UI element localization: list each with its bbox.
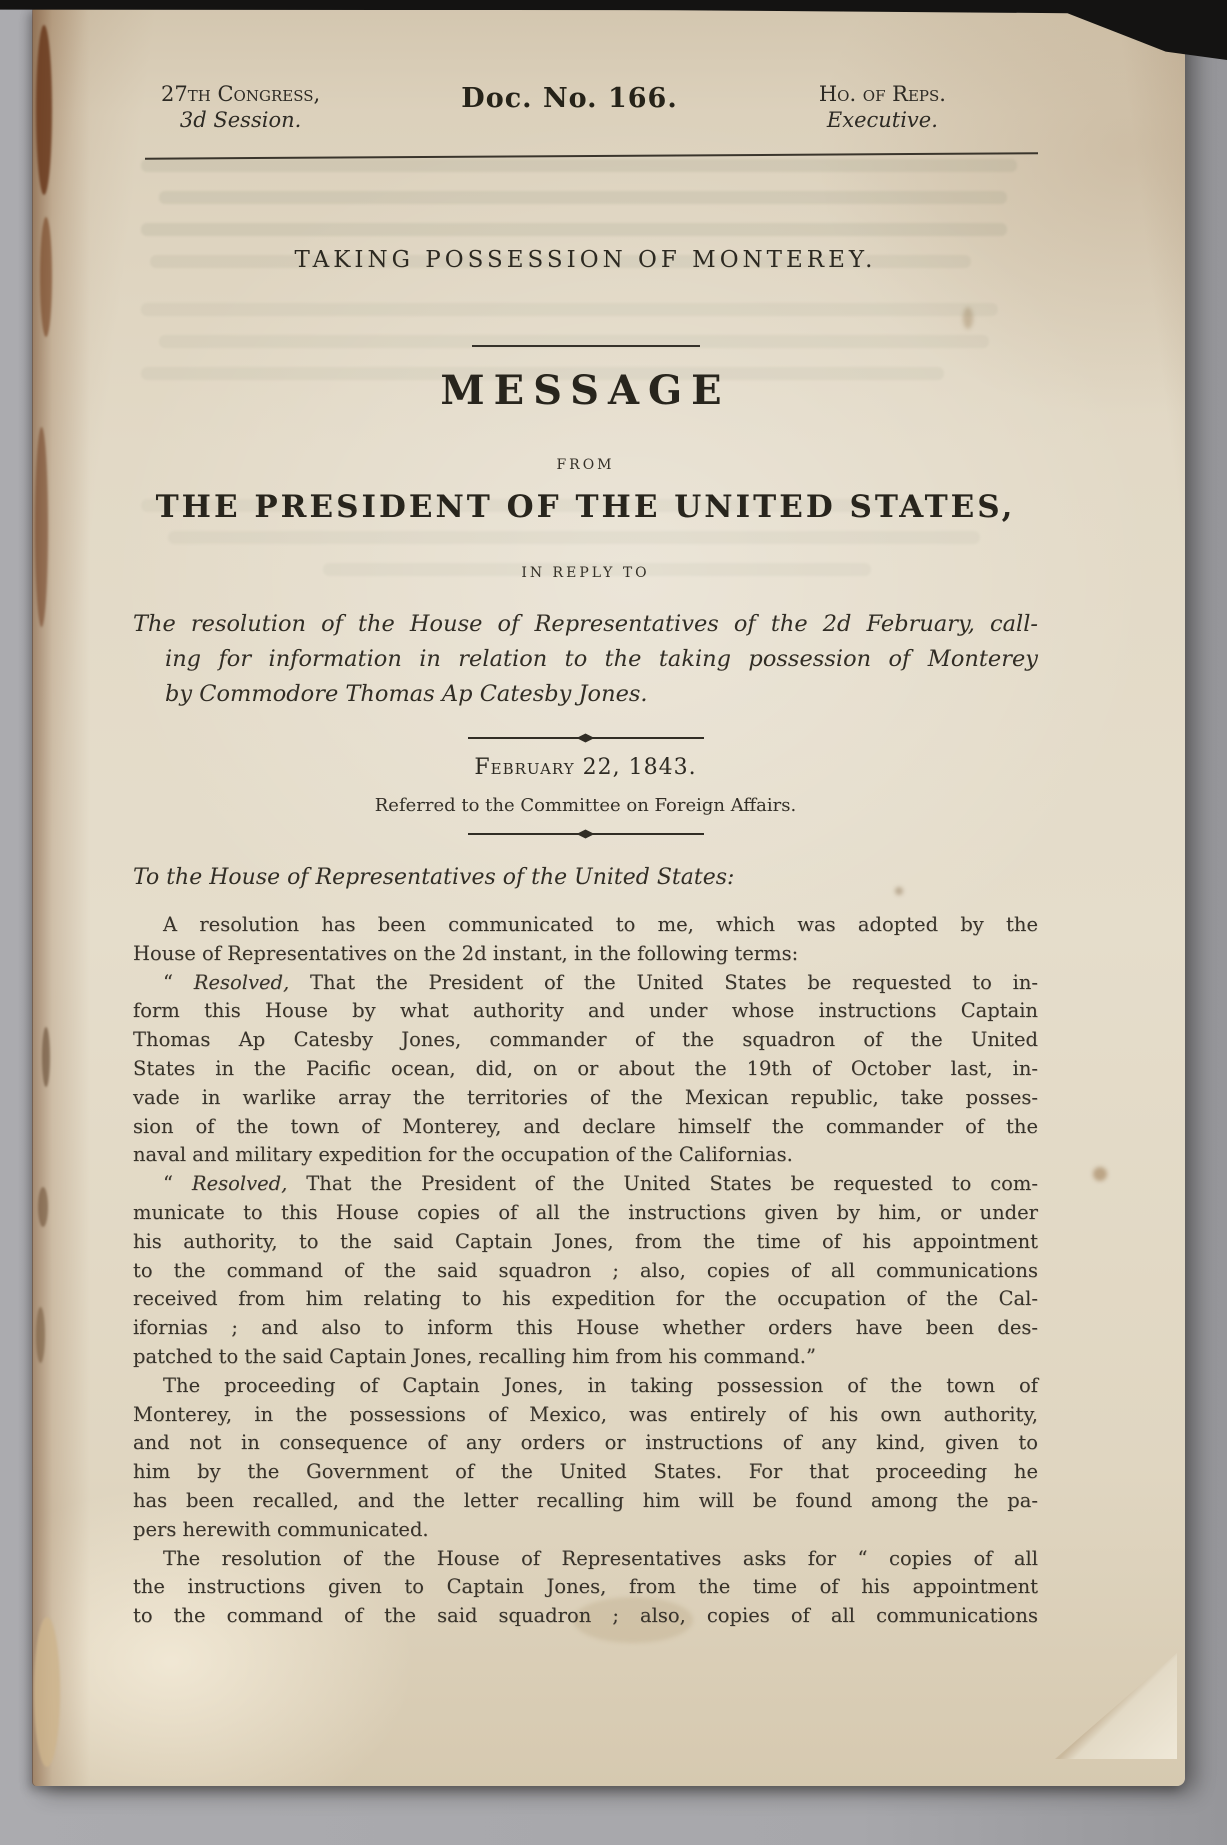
paragraph xyxy=(133,969,1038,1171)
diamond-divider-top xyxy=(468,733,704,743)
subject-line: ing for information in relation to the taking possession of Monterey xyxy=(165,646,1038,672)
text-line: him by the Government of the United States. For that proceeding he xyxy=(133,1460,1038,1484)
chamber-line: Ho. of Reps. xyxy=(818,82,946,106)
text-line: “ Resolved, That the President of the United States be requested to com- xyxy=(163,1172,1039,1196)
document-body-column xyxy=(133,7,1038,1786)
text-line: patched to the said Captain Jones, recalling him from his command.” xyxy=(133,1344,816,1368)
text-line: and not in consequence of any orders or instructions of any kind, given to xyxy=(133,1431,1038,1455)
spine-wear-mark xyxy=(38,1187,48,1227)
spine-wear-mark xyxy=(34,1617,60,1767)
subject-lines xyxy=(133,607,1038,712)
text-line: vade in warlike array the territories of the Mexican republic, take posses- xyxy=(133,1085,1038,1109)
congress-line: 27th Congress, xyxy=(161,82,321,106)
paragraph xyxy=(133,911,1038,969)
text-line: municate to this House copies of all the instructions given by him, or under xyxy=(133,1200,1038,1224)
text-line: naval and military expedition for the occupation of the Californias. xyxy=(133,1143,793,1167)
executive-line: Executive. xyxy=(826,108,938,132)
worn-spine-edge xyxy=(32,7,90,1786)
spine-wear-mark xyxy=(36,1307,45,1363)
from-label: FROM xyxy=(556,457,615,473)
president-heading: THE PRESIDENT OF THE UNITED STATES, xyxy=(155,489,1016,525)
spine-wear-mark xyxy=(42,1027,50,1087)
text-line: has been recalled, and the letter recalling him will be found among the pa- xyxy=(133,1488,1038,1512)
salutation: To the House of Representatives of the United States: xyxy=(133,865,735,890)
document-title: TAKING POSSESSION OF MONTEREY. xyxy=(294,247,877,273)
spine-wear-mark xyxy=(40,217,52,337)
text-line: pers herewith communicated. xyxy=(133,1517,429,1541)
text-line: his authority, to the said Captain Jones, from the time of his appointment xyxy=(133,1229,1038,1253)
text-line: The resolution of the House of Representatives asks for “ copies of all xyxy=(163,1546,1038,1570)
text-line: ifornias ; and also to inform this House whether orders have been des- xyxy=(133,1316,1038,1340)
diamond-ornament xyxy=(577,734,595,743)
in-reply-to-label: IN REPLY TO xyxy=(521,565,650,581)
date-line: February 22, 1843. xyxy=(474,755,697,780)
text-line: House of Representatives on the 2d instant, in the following terms: xyxy=(133,941,799,965)
body-paragraphs xyxy=(133,911,1038,1631)
text-line: Thomas Ap Catesby Jones, commander of the squadron of the United xyxy=(133,1028,1038,1052)
session-line: 3d Session. xyxy=(179,108,302,132)
text-line: “ Resolved, That the President of the United States be requested to in- xyxy=(163,970,1038,994)
paragraph xyxy=(133,1545,1038,1631)
diamond-divider-bottom xyxy=(468,829,704,839)
folded-corner xyxy=(1055,1653,1177,1759)
text-line: to the command of the said squadron ; also, copies of all communications xyxy=(133,1258,1038,1282)
diamond-ornament xyxy=(577,830,595,839)
text-line: the instructions given to Captain Jones, from the time of his appointment xyxy=(133,1575,1038,1599)
doc-number: Doc. No. 166. xyxy=(461,83,678,114)
paper-stain xyxy=(1093,1167,1107,1181)
text-line: received from him relating to his expedition for the occupation of the Cal- xyxy=(133,1287,1038,1311)
text-line: States in the Pacific ocean, did, on or about the 19th of October last, in- xyxy=(133,1056,1038,1080)
paragraph xyxy=(133,1170,1038,1372)
subject-line: by Commodore Thomas Ap Catesby Jones. xyxy=(165,681,648,707)
paragraph xyxy=(133,1372,1038,1545)
text-line: The proceeding of Captain Jones, in taking possession of the town of xyxy=(163,1373,1038,1397)
title-rule xyxy=(472,345,700,347)
text-line: form this House by what authority and under whose instructions Captain xyxy=(133,999,1038,1023)
text-line: to the command of the said squadron ; also, copies of all communications xyxy=(133,1604,1038,1628)
text-line: Monterey, in the possessions of Mexico, was entirely of his own authority, xyxy=(133,1402,1038,1426)
document-page xyxy=(33,7,1185,1786)
spine-wear-mark xyxy=(35,427,48,627)
spine-wear-mark xyxy=(36,25,52,195)
referral-line: Referred to the Committee on Foreign Affairs. xyxy=(374,795,797,816)
text-line: A resolution has been communicated to me, which was adopted by the xyxy=(163,913,1038,936)
message-heading: MESSAGE xyxy=(440,367,731,414)
subject-line: The resolution of the House of Representatives of the 2d February, call- xyxy=(133,611,1038,637)
text-line: sion of the town of Monterey, and declare himself the commander of the xyxy=(133,1114,1038,1138)
